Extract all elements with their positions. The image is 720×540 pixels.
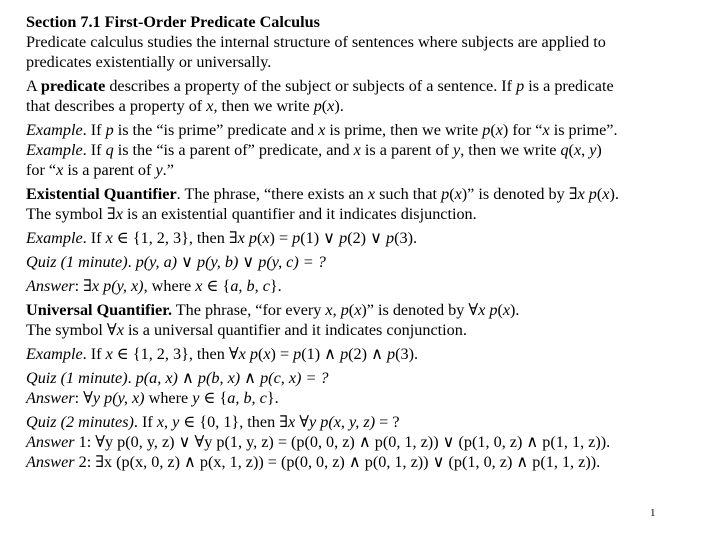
- var: x: [262, 229, 270, 247]
- var: x: [495, 121, 503, 139]
- quiz-expression: p(y, a) ∨ p(y, b) ∨ p(y, c) = ?: [135, 253, 326, 271]
- text: where: [144, 389, 193, 407]
- var: x: [195, 277, 203, 295]
- var: p: [248, 229, 257, 247]
- var: x: [353, 141, 361, 159]
- example-label: Example: [26, 141, 83, 159]
- text: .”: [162, 161, 174, 179]
- predicate-term: predicate: [40, 77, 106, 95]
- answer-expression: 2: ∃x (p(x, 0, z) ∧ p(x, 1, z)) = (p(0, 0, z) ∧ p(0, 1, z)) ∨ (p(1, 0, z) ∧ p(1, 1, z)).: [74, 453, 601, 471]
- text: : ∃: [74, 277, 92, 295]
- text: describes a property of the subject or subjects of a sentence. If: [105, 77, 517, 95]
- text: , then we write: [213, 97, 314, 115]
- text: is a universal quantifier and it indicates conjunction.: [123, 321, 467, 339]
- text: is a predicate: [524, 77, 614, 95]
- text: for “: [26, 161, 57, 179]
- var: p: [386, 229, 395, 247]
- quiz-expression: p(x, y, z): [320, 413, 376, 431]
- example-existential: [26, 228, 706, 248]
- predicate-line-2: [26, 96, 706, 116]
- var: x: [116, 321, 124, 339]
- text: (: [497, 301, 503, 319]
- text: ,: [332, 301, 341, 319]
- example-label: Example: [26, 345, 83, 363]
- var: x: [115, 205, 123, 223]
- text: . If: [82, 141, 106, 159]
- text: ∈ {1, 2, 3}, then ∀: [112, 345, 239, 363]
- text: .: [127, 253, 136, 271]
- intro-paragraph: [26, 32, 706, 72]
- var: p: [588, 185, 597, 203]
- text: is prime”.: [549, 121, 618, 139]
- quiz-label: Quiz (1 minute): [26, 253, 128, 271]
- var: x: [478, 301, 486, 319]
- answer-universal: [26, 388, 706, 408]
- text: }.: [269, 277, 282, 295]
- answer-nested-2: [26, 452, 706, 472]
- var: p: [340, 345, 349, 363]
- var: x: [367, 185, 376, 203]
- var: y: [589, 141, 597, 159]
- var: p: [313, 97, 322, 115]
- var: x: [602, 185, 610, 203]
- text: ).: [510, 301, 520, 319]
- universal-line-2: [26, 320, 706, 340]
- answer-label: Answer: [26, 389, 75, 407]
- text: . If: [82, 121, 106, 139]
- intro-line-2: predicates existentially or universally.: [26, 53, 272, 71]
- text: The symbol ∃: [26, 205, 116, 223]
- var-set: a, b, c: [230, 277, 270, 295]
- text: (1) ∨: [300, 229, 340, 247]
- var: p: [340, 301, 349, 319]
- var: p: [339, 229, 348, 247]
- universal-term: Universal Quantifier.: [26, 301, 172, 319]
- text: ∈ {0, 1}, then ∃: [179, 413, 288, 431]
- text: )” is denoted by ∃: [461, 185, 578, 203]
- text: , then we write: [460, 141, 561, 159]
- text: (: [490, 121, 496, 139]
- var: x: [105, 345, 113, 363]
- var: x: [206, 97, 214, 115]
- text: ,: [581, 141, 590, 159]
- text: .: [127, 369, 136, 387]
- var: x: [573, 141, 582, 159]
- text: The phrase, “for every: [172, 301, 326, 319]
- slide-content: [26, 12, 706, 472]
- text: (3).: [394, 229, 418, 247]
- text: (2) ∨: [347, 229, 387, 247]
- quiz-label: Quiz (1 minute): [26, 369, 128, 387]
- text: is an existential quantifier and it indicates disjunction.: [122, 205, 477, 223]
- var: x: [325, 301, 333, 319]
- universal-definition: [26, 300, 706, 340]
- text: ∀: [295, 413, 310, 431]
- var: p: [292, 229, 301, 247]
- text: such that: [375, 185, 442, 203]
- text: (1) ∧: [301, 345, 341, 363]
- section-title: Section 7.1 First-Order Predicate Calculus: [26, 13, 320, 31]
- example-parent-line-2: [26, 160, 706, 180]
- var: p: [249, 345, 258, 363]
- text: ∈ {1, 2, 3}, then ∃: [112, 229, 238, 247]
- text: (: [256, 229, 263, 247]
- var: x: [56, 161, 64, 179]
- var: p: [105, 121, 114, 139]
- var: x: [454, 185, 462, 203]
- text: The symbol ∀: [26, 321, 117, 339]
- existential-definition: [26, 184, 706, 224]
- text: , where: [143, 277, 196, 295]
- var: x: [542, 121, 550, 139]
- text: . If: [133, 413, 157, 431]
- text: A: [26, 77, 41, 95]
- text: ) =: [270, 345, 294, 363]
- text: ): [596, 141, 602, 159]
- text: is a parent of: [63, 161, 156, 179]
- var: x: [288, 413, 296, 431]
- var: q: [105, 141, 114, 159]
- example-prime: [26, 120, 706, 140]
- existential-line-2: [26, 204, 706, 224]
- var: y: [309, 413, 317, 431]
- text: (: [568, 141, 574, 159]
- quiz-nested: [26, 412, 706, 432]
- var: p: [482, 121, 491, 139]
- answer-existential: [26, 276, 706, 296]
- text: that describes a property of: [26, 97, 207, 115]
- text: ∈ {: [202, 277, 231, 295]
- universal-line-1: [26, 300, 706, 320]
- var: x: [327, 97, 335, 115]
- answer-expression: 1: ∀y p(0, y, z) ∨ ∀y p(1, y, z) = (p(0, 0, z) ∧ p(0, 1, z)) ∨ (p(1, 0, z) ∧ p(1, 1, z)).: [74, 433, 611, 451]
- text: : ∀: [74, 389, 93, 407]
- quiz-existential: [26, 252, 706, 272]
- answer-label: Answer: [26, 433, 75, 451]
- var: x: [354, 301, 362, 319]
- text: (3).: [395, 345, 419, 363]
- answer-nested-1: [26, 432, 706, 452]
- text: ) for “: [502, 121, 543, 139]
- text: (: [348, 301, 355, 319]
- quiz-universal: [26, 368, 706, 388]
- text: (: [596, 185, 603, 203]
- answer-expression: p(y, x): [103, 277, 144, 295]
- example-universal: [26, 344, 706, 364]
- var-set: a, b, c: [227, 389, 267, 407]
- answer-label: Answer: [26, 277, 75, 295]
- predicate-line-1: [26, 76, 706, 96]
- text: is prime, then we write: [325, 121, 483, 139]
- var: x: [105, 229, 113, 247]
- text: ) =: [269, 229, 293, 247]
- text: . If: [82, 229, 106, 247]
- predicate-definition: [26, 76, 706, 116]
- var: p: [516, 77, 525, 95]
- var: p: [489, 301, 498, 319]
- example-parent: [26, 140, 706, 180]
- var: x: [91, 277, 100, 295]
- var: x: [263, 345, 271, 363]
- var: y: [92, 389, 101, 407]
- text: (: [321, 97, 328, 115]
- text: . If: [82, 345, 106, 363]
- text: is the “is a parent of” predicate, and: [113, 141, 354, 159]
- intro-line-1: Predicate calculus studies the internal structure of sentences where subjects are applied to: [26, 33, 606, 51]
- var: p: [387, 345, 396, 363]
- answer-expression: p(y, x): [104, 389, 145, 407]
- existential-line-1: [26, 184, 706, 204]
- quiz-label: Quiz (2 minutes): [26, 413, 134, 431]
- text: )” is denoted by ∀: [361, 301, 479, 319]
- page-number: 1: [650, 507, 656, 519]
- text: ).: [609, 185, 619, 203]
- text: }.: [266, 389, 279, 407]
- text: (: [449, 185, 455, 203]
- existential-term: Existential Quantifier: [26, 185, 177, 203]
- text: is the “is prime” predicate and: [113, 121, 319, 139]
- var: p: [293, 345, 302, 363]
- var: x: [318, 121, 326, 139]
- var: x: [238, 345, 246, 363]
- text: . The phrase, “there exists an: [176, 185, 368, 203]
- var: x: [577, 185, 585, 203]
- var: y: [453, 141, 461, 159]
- quiz-expression: p(a, x) ∧ p(b, x) ∧ p(c, x) = ?: [135, 369, 329, 387]
- var: y: [155, 161, 163, 179]
- text: = ?: [375, 413, 400, 431]
- example-label: Example: [26, 229, 83, 247]
- example-parent-line-1: [26, 140, 706, 160]
- var: x: [502, 301, 511, 319]
- text: (2) ∧: [348, 345, 387, 363]
- text: is a parent of: [360, 141, 454, 159]
- var: x, y: [156, 413, 180, 431]
- var: p: [441, 185, 450, 203]
- var: y: [192, 389, 200, 407]
- var: q: [560, 141, 569, 159]
- var: x: [237, 229, 245, 247]
- example-label: Example: [26, 121, 83, 139]
- text: ∈ {: [199, 389, 228, 407]
- text: ).: [334, 97, 344, 115]
- text: (: [257, 345, 264, 363]
- answer-label: Answer: [26, 453, 75, 471]
